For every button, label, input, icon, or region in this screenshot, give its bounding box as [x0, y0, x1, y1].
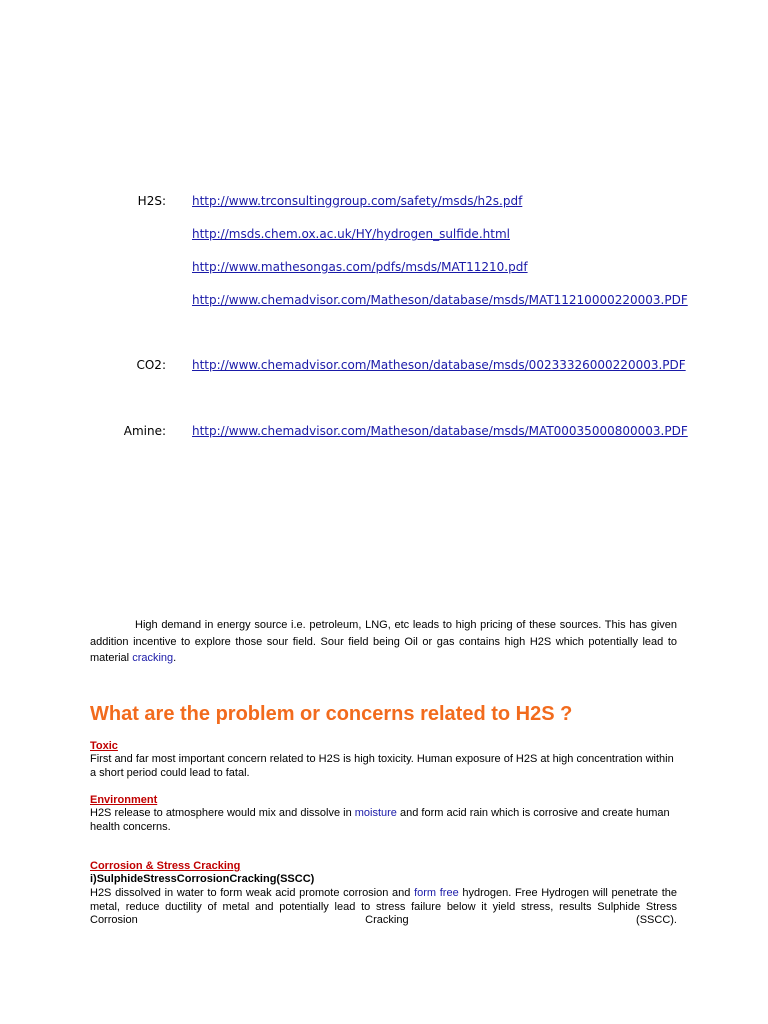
environment-text-b: and form acid rain which is corrosive and create human health concerns. [90, 807, 670, 833]
msds-link-h2s-1[interactable]: http://www.trconsultinggroup.com/safety/msds/h2s.pdf [192, 194, 523, 208]
msds-row-h2s-2 [0, 226, 768, 244]
msds-row-co2 [0, 357, 768, 375]
msds-link-h2s-2[interactable]: http://msds.chem.ox.ac.uk/HY/hydrogen_sulfide.html [192, 227, 510, 241]
section-heading: What are the problem or concerns related to H2S ? [90, 703, 573, 725]
corrosion-text-b: hydrogen. Free Hydrogen will penetrate the metal, reduce ductility of metal and potentially lead to stress failure below it yield stress, results Sulphide Stress Corrosion Cracking (SSCC). [90, 887, 677, 926]
corrosion-link-form-free[interactable]: form free [414, 887, 459, 899]
msds-label-amine: Amine: [123, 424, 166, 438]
intro-text-a: High demand in energy source i.e. petroleum, LNG, etc leads to high pricing of these sources. This has given addition incentive to explore those sour field. Sour field being Oil or gas contains high H2S which potentially lead to material [90, 619, 677, 664]
corrosion-text-a: H2S dissolved in water to form weak acid promote corrosion and [90, 887, 415, 899]
msds-row-h2s-4 [0, 292, 768, 310]
msds-link-h2s-3[interactable]: http://www.mathesongas.com/pdfs/msds/MAT11210.pdf [192, 260, 528, 274]
corrosion-body [90, 887, 677, 928]
msds-link-h2s-4[interactable]: http://www.chemadvisor.com/Matheson/database/msds/MAT11210000220003.PDF [192, 293, 688, 307]
environment-link-moisture[interactable]: moisture [354, 807, 397, 819]
msds-link-co2[interactable]: http://www.chemadvisor.com/Matheson/database/msds/00233326000220003.PDF [192, 358, 686, 372]
environment-body [90, 807, 677, 834]
msds-label-co2: CO2: [136, 358, 166, 372]
intro-text-b: . [173, 652, 177, 664]
msds-row-h2s [0, 193, 768, 211]
environment-text-a: H2S release to atmosphere would mix and dissolve in [90, 807, 355, 819]
msds-row-h2s-3 [0, 259, 768, 277]
msds-label-h2s: H2S: [137, 194, 166, 208]
msds-link-amine[interactable]: http://www.chemadvisor.com/Matheson/database/msds/MAT00035000800003.PDF [192, 424, 688, 438]
toxic-body: First and far most important concern related to H2S is high toxicity. Human exposure of H2S at high concentration within a short period could lead to fatal. [90, 753, 674, 779]
intro-link-cracking[interactable]: cracking [132, 652, 174, 664]
sscc-subtitle: i)SulphideStressCorrosionCracking(SSCC) [90, 873, 315, 885]
corrosion-title: Corrosion & Stress Cracking [90, 860, 241, 872]
intro-paragraph [90, 617, 677, 667]
toxic-title: Toxic [90, 740, 118, 752]
msds-row-amine [0, 423, 768, 441]
environment-title: Environment [90, 794, 158, 806]
